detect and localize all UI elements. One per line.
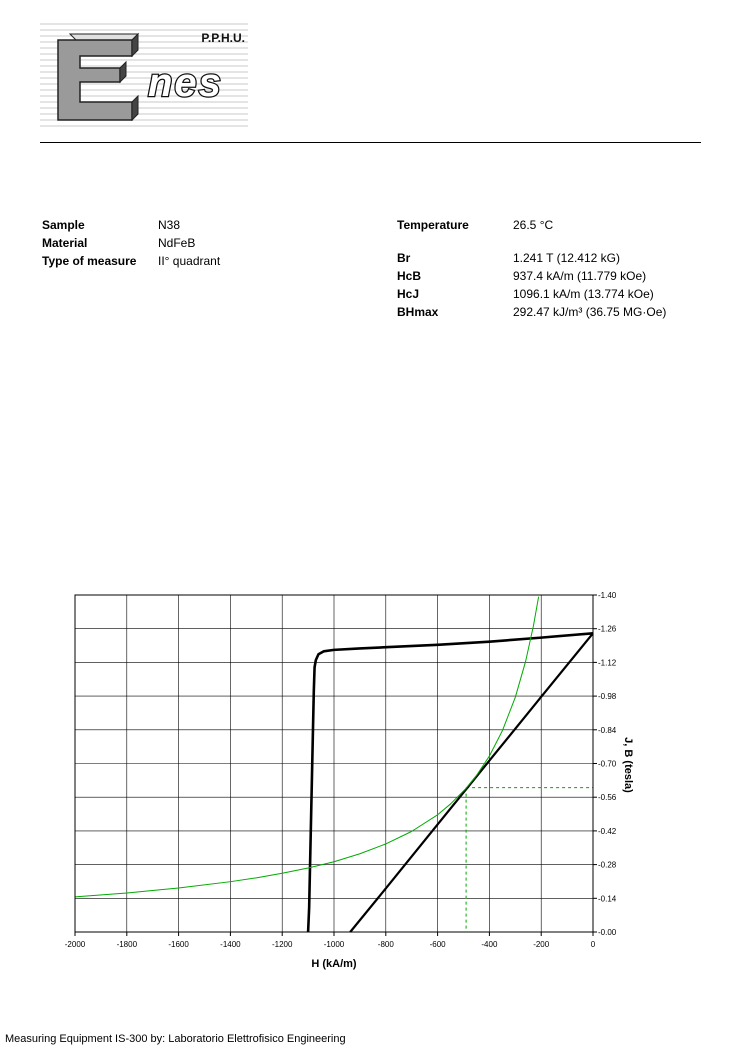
hcb-value: 937.4 kA/m (11.779 kOe) [513,269,647,283]
x-tick-label: -1200 [271,940,293,949]
hcj-value: 1096.1 kA/m (13.774 kOe) [513,287,654,301]
y-tick-label: -1.12 [598,658,617,668]
sample-value: N38 [158,218,181,232]
y-tick-labels [598,591,617,937]
x-tick-label: -1000 [323,940,345,949]
x-tick-label: -1400 [220,940,241,949]
temperature-value: 26.5 °C [513,218,554,232]
demagnetization-chart [0,580,735,980]
y-axis-label: J, B (tesla) [622,737,634,793]
x-tick-labels [65,940,596,949]
x-tick-label: 0 [590,940,596,949]
y-tick-label: -0.00 [598,928,617,937]
x-tick-label: -400 [481,940,498,949]
company-logo [40,20,250,130]
logo-wordmark: nes [148,61,223,105]
br-value: 1.241 T (12.412 kG) [513,251,620,265]
hcb-label: HcB [397,269,422,283]
x-tick-label: -600 [429,940,446,949]
hcj-label: HcJ [397,287,420,301]
logo-letter-e-shape [58,34,138,120]
bhmax-value: 292.47 kJ/m³ (36.75 MG·Oe) [513,305,667,319]
br-label: Br [397,251,411,265]
measure-type-value: II° quadrant [158,254,221,268]
y-tick-label: -0.70 [598,759,617,769]
temperature-label: Temperature [397,218,469,232]
y-tick-label: -0.98 [598,692,617,702]
logo-prefix: P.P.H.U. [201,31,245,45]
sample-label: Sample [42,218,85,232]
bhmax-label: BHmax [397,305,439,319]
x-axis-label: H (kA/m) [311,958,357,970]
measure-type-label: Type of measure [42,254,137,268]
y-tick-label: -1.26 [598,624,617,634]
y-tick-label: -0.14 [598,894,617,904]
y-tick-label: -0.42 [598,826,617,836]
material-label: Material [42,236,88,250]
x-tick-label: -200 [533,940,550,949]
x-tick-label: -1600 [168,940,189,949]
y-tick-label: -0.28 [598,860,617,870]
y-tick-label: -1.40 [598,591,617,600]
x-tick-label: -2000 [64,940,86,949]
y-tick-label: -0.84 [598,725,617,735]
material-value: NdFeB [158,236,196,250]
x-tick-label: -800 [377,940,394,949]
header-divider [40,142,701,143]
x-tick-label: -1800 [116,940,138,949]
footer-text: Measuring Equipment IS-300 by: Laboratorio Elettrofisico Engineering [5,1033,346,1045]
y-tick-label: -0.56 [598,793,617,803]
